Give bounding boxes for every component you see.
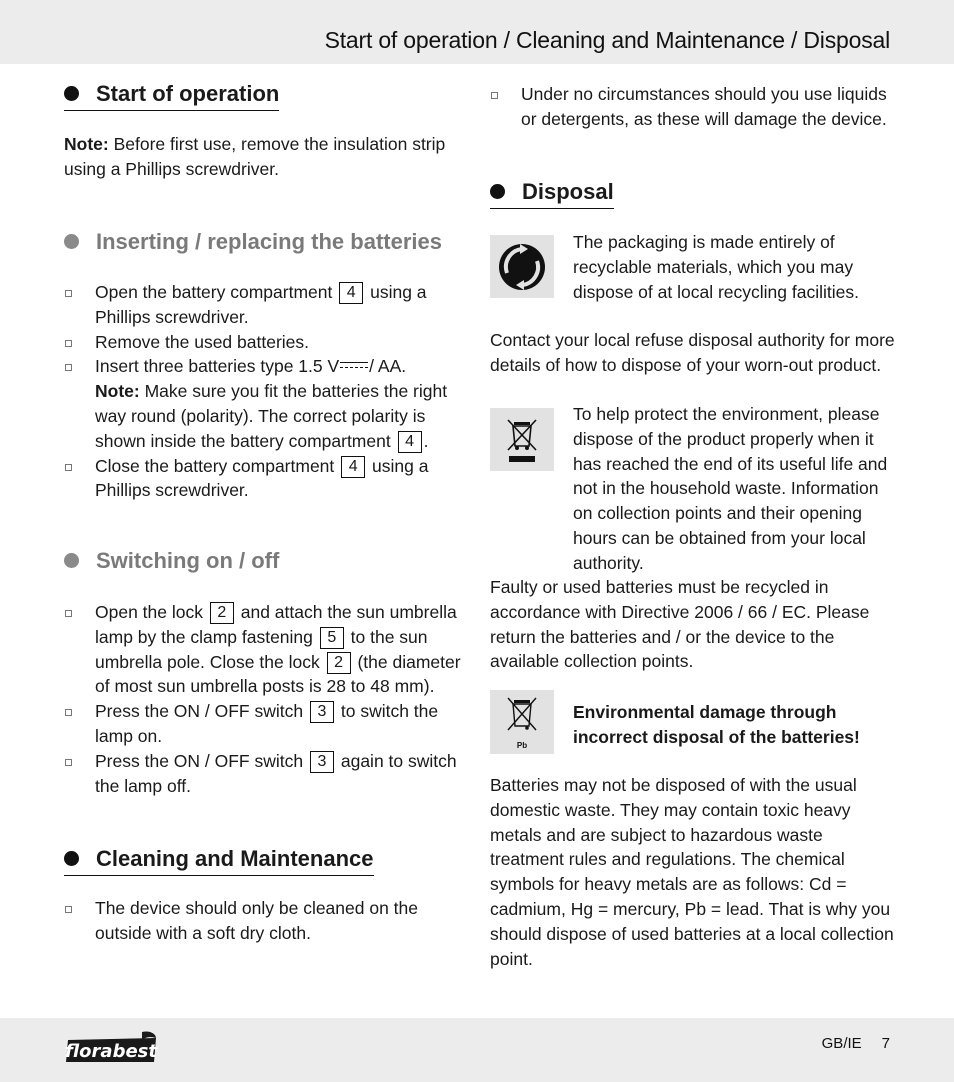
page-number: 7 bbox=[881, 1035, 890, 1052]
bullet-dot-icon bbox=[64, 553, 79, 568]
part-number-badge: 3 bbox=[310, 701, 334, 723]
checkbox-bullet-icon bbox=[65, 709, 72, 716]
crossed-out-wheelie-bin-icon bbox=[490, 408, 554, 471]
list-item: Press the ON / OFF switch 3 to switch the lamp on. bbox=[64, 699, 464, 749]
checkbox-bullet-icon bbox=[65, 464, 72, 471]
part-number-badge: 4 bbox=[398, 431, 422, 453]
checkbox-bullet-icon bbox=[65, 340, 72, 347]
pb-label: Pb bbox=[516, 741, 528, 750]
faulty-batteries-text: Faulty or used batteries must be recycled in accordance with Directive 2006 / 66 / EC. Please return the batteries and / or the device to the available collection points. bbox=[490, 577, 870, 672]
list-item: The device should only be cleaned on the outside with a soft dry cloth. bbox=[64, 896, 464, 946]
list-item: Insert three batteries type 1.5 V / AA. Note: Make sure you fit the batteries the right way round (polarity). The correct polarity is shown inside the battery compartment 4 . bbox=[64, 354, 464, 453]
battery-steps-list bbox=[64, 280, 464, 503]
cleaning-list-continued bbox=[490, 82, 895, 132]
section-heading-cleaning: Cleaning and Maintenance bbox=[64, 845, 374, 876]
crossed-out-bin-pb-icon bbox=[490, 690, 554, 754]
direct-current-icon bbox=[340, 359, 368, 373]
note-label: Note: bbox=[64, 134, 109, 154]
bullet-dot-icon bbox=[64, 234, 79, 249]
packaging-text: The packaging is made entirely of recyclable materials, which you may dispose of at local recycling facilities. bbox=[573, 232, 859, 302]
florabest-logo bbox=[64, 1028, 160, 1064]
checkbox-bullet-icon bbox=[65, 759, 72, 766]
section-heading-start-of-operation: Start of operation bbox=[64, 80, 279, 111]
section-heading-switching: Switching on / off bbox=[64, 547, 279, 575]
part-number-badge: 2 bbox=[327, 652, 351, 674]
list-item: Close the battery compartment 4 using a Phillips screwdriver. bbox=[64, 454, 464, 504]
section-heading-batteries: Inserting / replacing the batteries bbox=[64, 228, 442, 256]
checkbox-bullet-icon bbox=[491, 92, 498, 99]
checkbox-bullet-icon bbox=[65, 610, 72, 617]
page-title: Start of operation / Cleaning and Maintenance / Disposal bbox=[324, 27, 890, 53]
section-heading-disposal: Disposal bbox=[490, 178, 614, 209]
locale-label: GB/IE bbox=[821, 1035, 862, 1052]
contact-text: Contact your local refuse disposal authority for more details of how to dispose of your worn-out product. bbox=[490, 330, 895, 375]
bullet-dot-icon bbox=[490, 184, 505, 199]
page-number-block bbox=[822, 1035, 890, 1052]
battery-warning-text: Environmental damage through incorrect disposal of the batteries! bbox=[573, 702, 860, 747]
environment-text: To help protect the environment, please dispose of the product properly when it has reached the end of its useful life and not in the household waste. Information on collection points and their opening hours can be obtained from your local authority. bbox=[573, 404, 888, 573]
list-item: Press the ON / OFF switch 3 again to switch the lamp off. bbox=[64, 749, 464, 799]
green-dot-recycling-icon bbox=[490, 235, 554, 298]
brand-name: florabest bbox=[65, 1041, 157, 1062]
page-header bbox=[0, 0, 954, 64]
switching-steps-list bbox=[64, 600, 464, 798]
part-number-badge: 4 bbox=[341, 456, 365, 478]
bullet-dot-icon bbox=[64, 851, 79, 866]
part-number-badge: 3 bbox=[310, 751, 334, 773]
batteries-disposal-text: Batteries may not be disposed of with the usual domestic waste. They may contain toxic heavy metals and are subject to hazardous waste treatment rules and regulations. The chemical symbols for heavy metals are as follows: Cd = cadmium, Hg = mercury, Pb = lead. That is why you should dispose of used batteries at a local collection point. bbox=[490, 775, 894, 969]
list-item: Remove the used batteries. bbox=[64, 330, 464, 355]
start-note bbox=[64, 132, 459, 182]
note-text: Before first use, remove the insulation strip using a Phillips screwdriver. bbox=[64, 134, 446, 179]
bullet-dot-icon bbox=[64, 86, 79, 101]
cleaning-list bbox=[64, 896, 464, 946]
checkbox-bullet-icon bbox=[65, 906, 72, 913]
list-item: Open the battery compartment 4 using a Phillips screwdriver. bbox=[64, 280, 464, 330]
list-item: Under no circumstances should you use liquids or detergents, as these will damage the device. bbox=[490, 82, 895, 132]
part-number-badge: 5 bbox=[320, 627, 344, 649]
checkbox-bullet-icon bbox=[65, 364, 72, 371]
list-item: Open the lock 2 and attach the sun umbrella lamp by the clamp fastening 5 to the sun umbrella pole. Close the lock 2 (the diameter of most sun umbrella posts is 28 to 48 mm). bbox=[64, 600, 464, 699]
checkbox-bullet-icon bbox=[65, 290, 72, 297]
part-number-badge: 2 bbox=[210, 602, 234, 624]
part-number-badge: 4 bbox=[339, 282, 363, 304]
